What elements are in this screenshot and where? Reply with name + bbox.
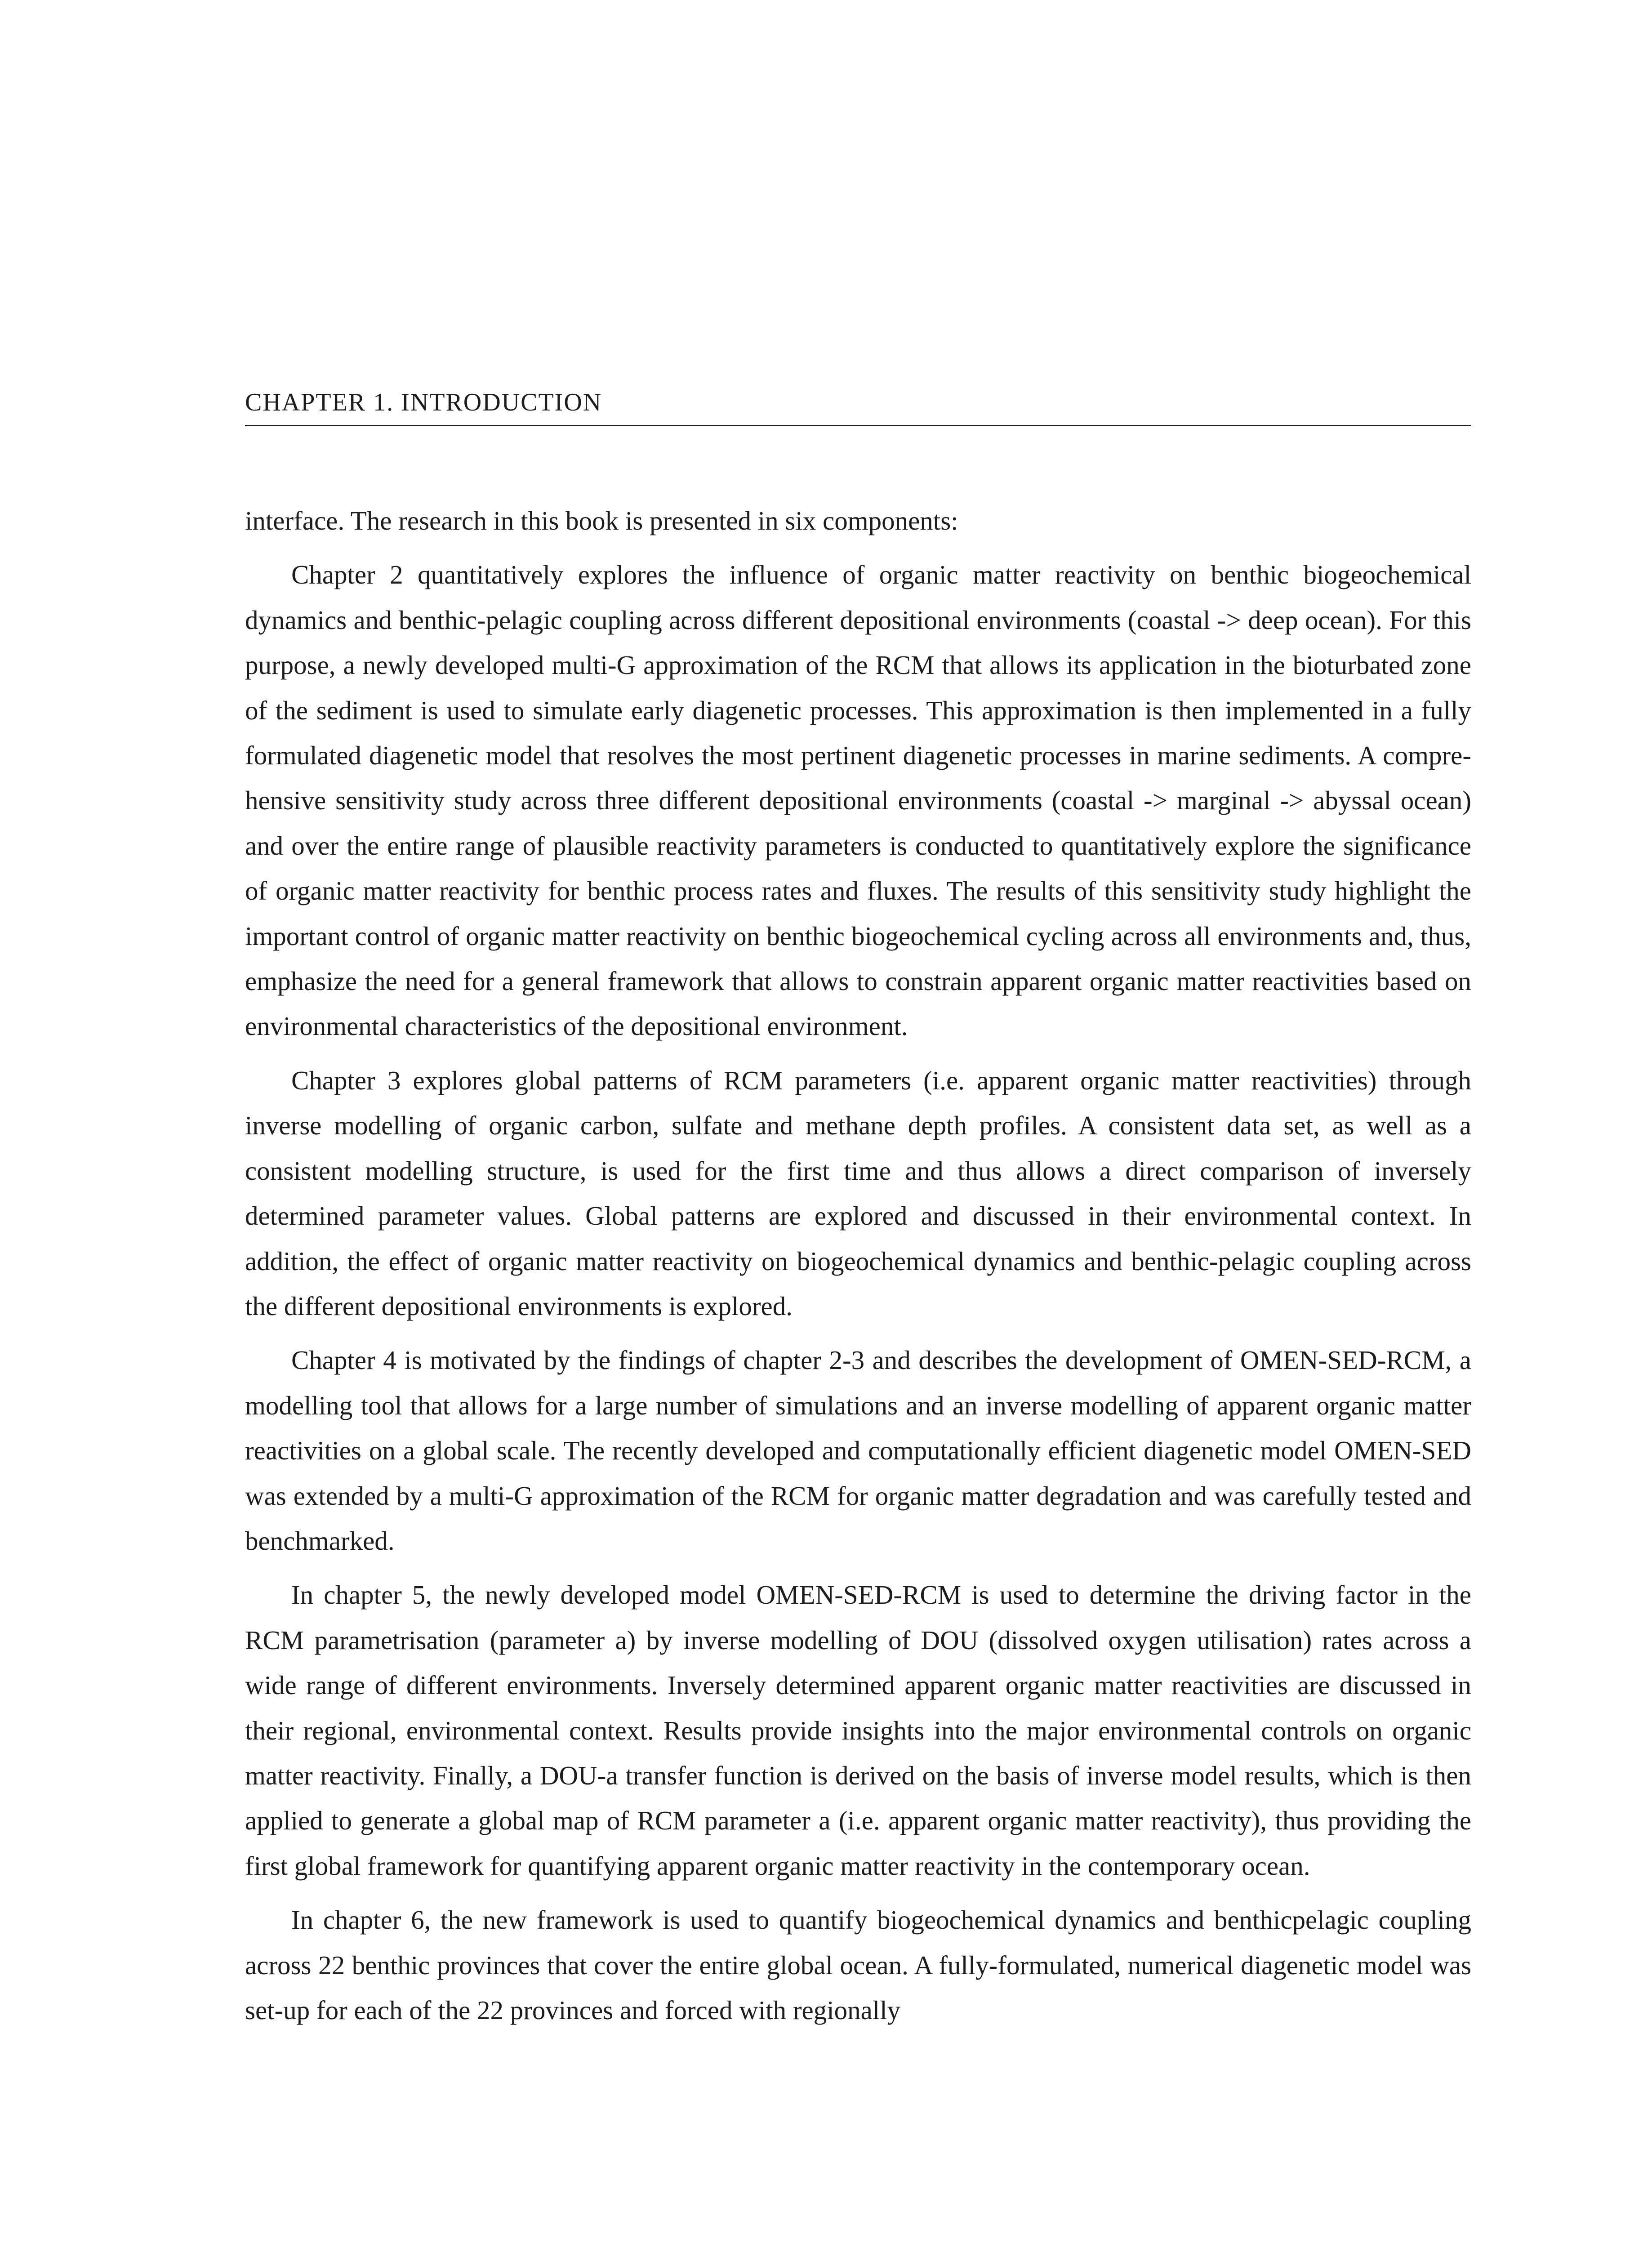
body-text: [245, 498, 1471, 2042]
header-rule: [245, 425, 1471, 426]
paragraph-intro: interface. The research in this book is presented in six components:: [245, 506, 958, 535]
paragraph-chapter-3: Chapter 3 explores global patterns of RCM parameters (i.e. apparent organic matter reactivities) through inverse modelling of organic carbon, sulfate and methane depth profiles. A consistent data set, as well as a consistent modelling structure, is used for the first time and thus allows a direct comparison of inversely determined parameter values. Global patterns are explored and discussed in their environmental context. In addition, the effect of organic matter reactivity on biogeochemical dynamics and benthic-pelagic coupling across the different depositional environments is explored.: [245, 1065, 1471, 1321]
paragraph-chapter-5: In chapter 5, the newly developed model OMEN-SED-RCM is used to determine the driving factor in the RCM parametrisation (parameter a) by inverse modelling of DOU (dissolved oxygen utilisation) rates across a wide range of different environments. Inversely determined apparent organic matter reactivities are discussed in their regional, environmental context. Results provide insights into the major environmental controls on organic matter reactivity. Finally, a DOU-a transfer function is derived on the basis of inverse model results, which is then applied to generate a global map of RCM parameter a (i.e. apparent organic matter reactivity), thus providing the first global framework for quantifying apparent organic matter reactivity in the contemporary ocean.: [245, 1580, 1471, 1881]
paragraph-chapter-6: In chapter 6, the new framework is used to quantify biogeochemical dynamics and benthicpelagic coupling across 22 benthic provinces that cover the entire global ocean. A fully-formulated, numerical diagenetic model was set-up for each of the 22 provinces and forced with regionally: [245, 1905, 1471, 2025]
paragraph-chapter-2: Chapter 2 quantitatively explores the influence of organic matter reactivity on benthic biogeochemical dynamics and benthic-pelagic coupling across different depositional environments (coastal -> deep ocean). For this purpose, a newly developed multi-G approximation of the RCM that allows its application in the bioturbated zone of the sediment is used to simulate early diagenetic processes. This approximation is then implemented in a fully formulated diagenetic model that resolves the most pertinent diagenetic processes in marine sediments. A comprehensive sensitivity study across three different depositional environments (coastal -> marginal -> abyssal ocean) and over the entire range of plausible reactivity parameters is conducted to quantitatively explore the significance of organic matter reactivity for benthic process rates and fluxes. The results of this sensitivity study highlight the important control of organic matter reactivity on benthic biogeochemical cycling across all environments and, thus, emphasize the need for a general framework that allows to constrain apparent organic matter reactivities based on environmental characteristics of the depositional environment.: [245, 560, 1471, 1041]
running-head: CHAPTER 1. INTRODUCTION: [245, 388, 602, 416]
paragraph-chapter-4: Chapter 4 is motivated by the findings of chapter 2-3 and describes the development of OMEN-SED-RCM, a modelling tool that allows for a large number of simulations and an inverse modelling of apparent organic matter reactivities on a global scale. The recently developed and computationally efficient diagenetic model OMEN-SED was extended by a multi-G approximation of the RCM for organic matter degradation and was carefully tested and benchmarked.: [245, 1345, 1471, 1556]
